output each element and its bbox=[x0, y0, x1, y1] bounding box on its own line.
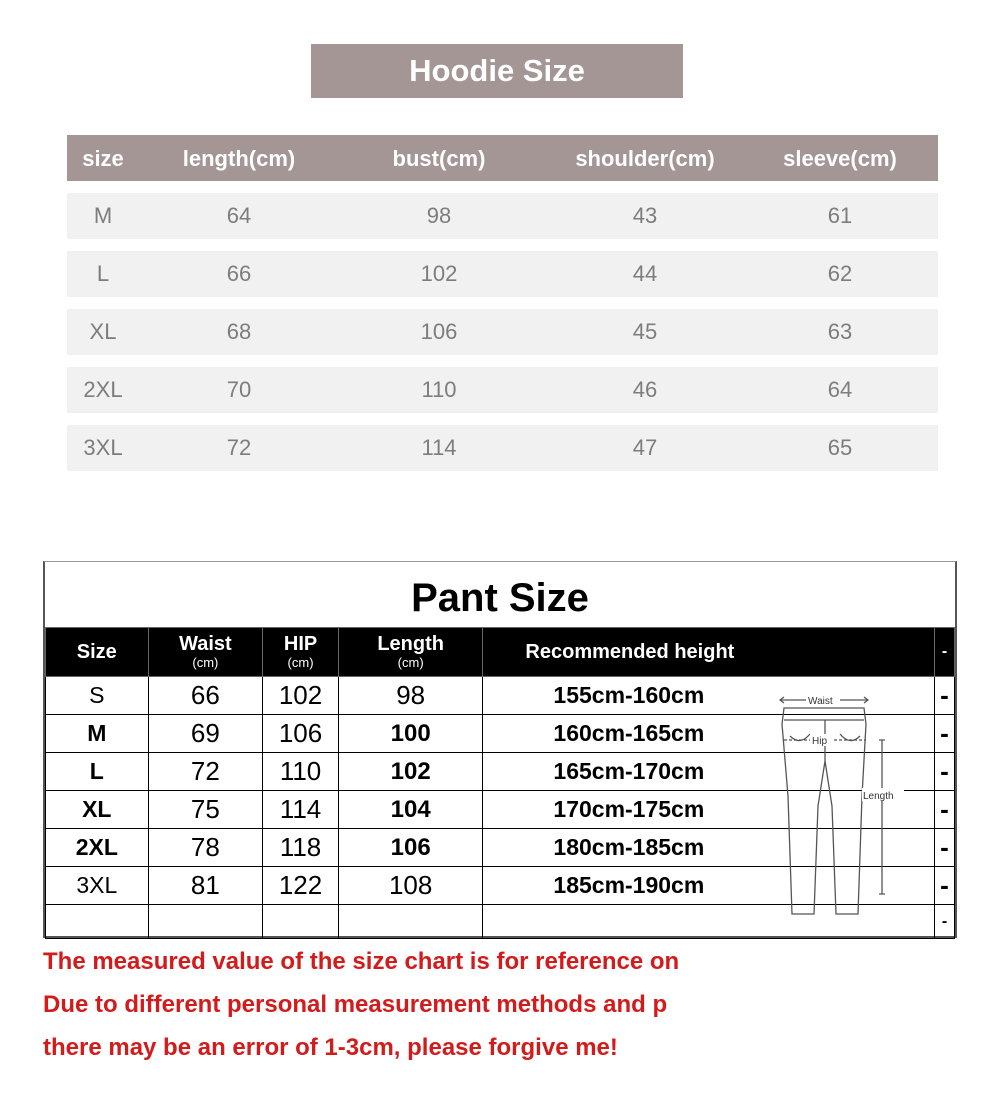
hoodie-size-table bbox=[67, 135, 938, 483]
cell-waist: 81 bbox=[148, 867, 263, 905]
cell-waist: 75 bbox=[148, 791, 263, 829]
hip-label: Hip bbox=[812, 736, 828, 747]
cell-size: L bbox=[46, 753, 149, 791]
table-row bbox=[67, 309, 938, 355]
header-bust: bust(cm) bbox=[392, 146, 486, 171]
cell-length: 66 bbox=[226, 261, 252, 286]
cell-shoulder: 47 bbox=[632, 435, 658, 460]
cell-size: 3XL bbox=[83, 435, 123, 460]
cell-bust: 110 bbox=[421, 377, 457, 402]
pants-measurement-diagram bbox=[770, 676, 910, 926]
hoodie-size-title: Hoodie Size bbox=[311, 44, 683, 98]
notice-line: The measured value of the size chart is for reference on bbox=[43, 948, 680, 975]
cell-height: 155cm-160cm bbox=[483, 677, 935, 715]
cell-shoulder: 46 bbox=[632, 377, 658, 402]
cell-length: 70 bbox=[226, 377, 252, 402]
cell-empty bbox=[338, 905, 482, 939]
cell-sleeve: 61 bbox=[827, 203, 853, 228]
header-recommended-height: Recommended height bbox=[483, 628, 935, 677]
cell-length: 98 bbox=[338, 677, 482, 715]
notice-line: Due to different personal measurement methods and p bbox=[43, 991, 668, 1018]
table-row bbox=[67, 251, 938, 297]
cell-length: 104 bbox=[338, 791, 482, 829]
cell-height: 165cm-170cm bbox=[483, 753, 935, 791]
cell-hip: 102 bbox=[263, 677, 339, 715]
cell-sleeve: 62 bbox=[827, 261, 853, 286]
cell-extra: - bbox=[935, 791, 955, 829]
cell-size: 2XL bbox=[46, 829, 149, 867]
header-extra: - bbox=[935, 628, 955, 677]
cell-empty bbox=[148, 905, 263, 939]
cell-empty bbox=[263, 905, 339, 939]
cell-length: 106 bbox=[338, 829, 482, 867]
header-waist: Waist (cm) bbox=[148, 628, 263, 677]
cell-length: 68 bbox=[226, 319, 252, 344]
cell-extra: - bbox=[935, 905, 955, 939]
cell-size: XL bbox=[46, 791, 149, 829]
header-length: Length (cm) bbox=[338, 628, 482, 677]
header-shoulder: shoulder(cm) bbox=[575, 146, 715, 171]
cell-shoulder: 45 bbox=[632, 319, 658, 344]
cell-shoulder: 44 bbox=[632, 261, 658, 286]
cell-size: L bbox=[96, 261, 110, 286]
cell-extra: - bbox=[935, 753, 955, 791]
cell-height: 180cm-185cm bbox=[483, 829, 935, 867]
cell-hip: 106 bbox=[263, 715, 339, 753]
cell-extra: - bbox=[935, 867, 955, 905]
cell-size: 3XL bbox=[46, 867, 149, 905]
length-label: Length bbox=[863, 791, 894, 802]
cell-bust: 114 bbox=[421, 435, 457, 460]
header-size: size bbox=[82, 146, 124, 171]
cell-waist: 69 bbox=[148, 715, 263, 753]
cell-waist: 72 bbox=[148, 753, 263, 791]
cell-length: 108 bbox=[338, 867, 482, 905]
notice-line: there may be an error of 1-3cm, please forgive me! bbox=[43, 1034, 618, 1061]
cell-empty bbox=[46, 905, 149, 939]
table-row bbox=[67, 367, 938, 413]
cell-bust: 106 bbox=[420, 319, 458, 344]
cell-extra: - bbox=[935, 829, 955, 867]
cell-height: 160cm-165cm bbox=[483, 715, 935, 753]
cell-bust: 102 bbox=[420, 261, 458, 286]
cell-size: XL bbox=[89, 319, 117, 344]
cell-sleeve: 63 bbox=[827, 319, 853, 344]
cell-bust: 98 bbox=[426, 203, 452, 228]
header-length: length(cm) bbox=[182, 146, 296, 171]
cell-length: 100 bbox=[338, 715, 482, 753]
header-hip: HIP (cm) bbox=[263, 628, 339, 677]
cell-length: 64 bbox=[226, 203, 252, 228]
pant-size-title: Pant Size bbox=[411, 576, 589, 620]
size-notice bbox=[43, 940, 733, 1069]
cell-size: M bbox=[46, 715, 149, 753]
cell-hip: 118 bbox=[263, 829, 339, 867]
waist-label: Waist bbox=[808, 696, 833, 707]
cell-length: 102 bbox=[338, 753, 482, 791]
cell-extra: - bbox=[935, 715, 955, 753]
header-sleeve: sleeve(cm) bbox=[783, 146, 897, 171]
cell-waist: 66 bbox=[148, 677, 263, 715]
cell-extra: - bbox=[935, 677, 955, 715]
header-size: Size bbox=[46, 628, 149, 677]
cell-shoulder: 43 bbox=[632, 203, 658, 228]
cell-sleeve: 64 bbox=[827, 377, 853, 402]
cell-length: 72 bbox=[226, 435, 252, 460]
cell-hip: 114 bbox=[263, 791, 339, 829]
cell-size: S bbox=[46, 677, 149, 715]
cell-hip: 110 bbox=[263, 753, 339, 791]
pant-table-header bbox=[46, 628, 955, 677]
cell-waist: 78 bbox=[148, 829, 263, 867]
cell-size: 2XL bbox=[83, 377, 123, 402]
cell-height: 185cm-190cm bbox=[483, 867, 935, 905]
hoodie-table-header bbox=[67, 135, 938, 181]
cell-sleeve: 65 bbox=[827, 435, 853, 460]
cell-height: 170cm-175cm bbox=[483, 791, 935, 829]
cell-hip: 122 bbox=[263, 867, 339, 905]
cell-size: M bbox=[93, 203, 113, 228]
table-row bbox=[67, 425, 938, 471]
table-row bbox=[67, 193, 938, 239]
